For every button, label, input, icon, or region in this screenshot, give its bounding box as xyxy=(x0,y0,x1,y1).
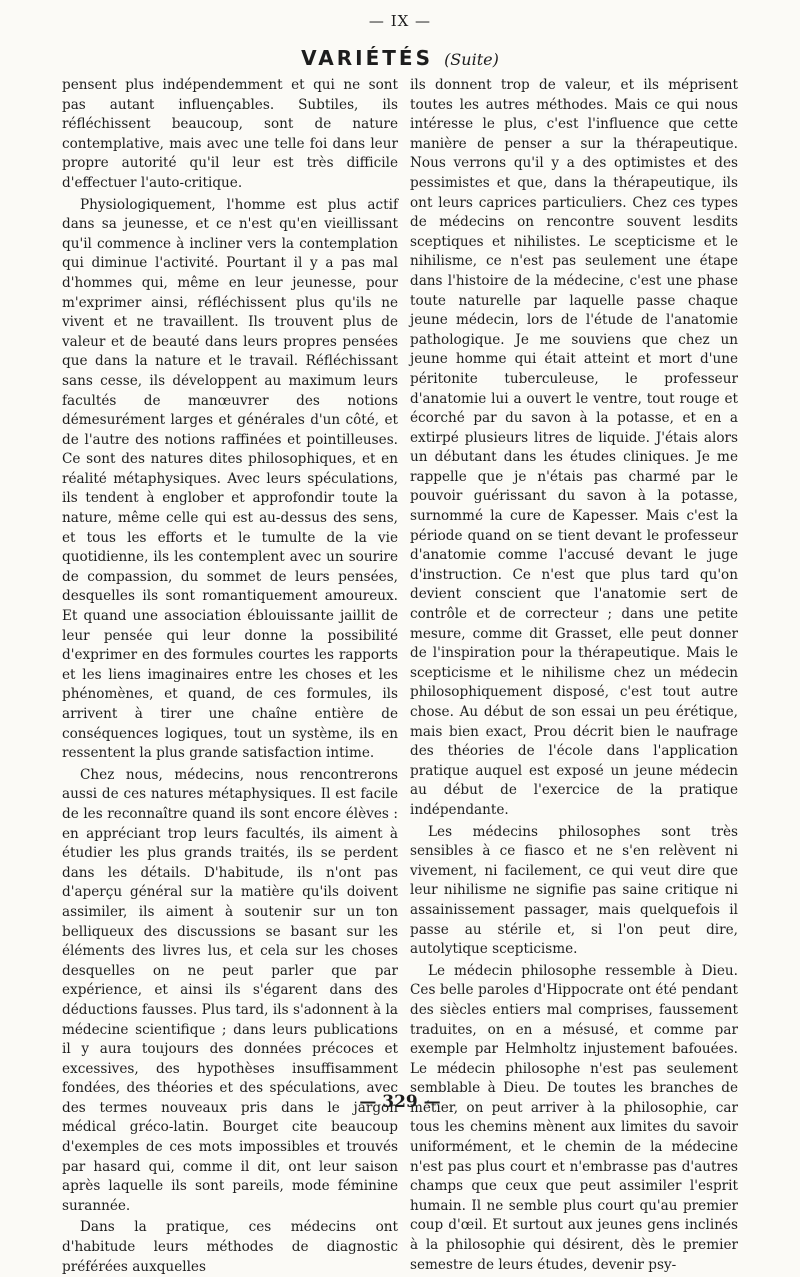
page-header-number: — IX — xyxy=(368,12,432,30)
paragraph: pensent plus indépendemment et qui ne sont pas autant influençables. Subtiles, ils réfléchissent beaucoup, sont de nature contemplative, mais avec une telle foi dans leur propre autorité qu'il leur est très difficile d'effectuer l'auto-critique. xyxy=(62,77,398,191)
paragraph: ils donnent trop de valeur, et ils méprisent toutes les autres méthodes. Mais ce qui nous intéresse le plus, c'est l'influence que cette manière de penser a sur la thérapeutique. Nous verrons qu'il y a des optimistes et des pessimistes et que, dans la thérapeutique, ils ont leurs caprices particuliers. Chez ces types de médecins on rencontre souvent lesdits sceptiques et nihilistes. Le scepticisme et le nihilisme, ce n'est pas seulement une étape dans l'histoire de la médecine, c'est une phase toute naturelle par laquelle passe chaque jeune médecin, lors de l'étude de l'anatomie pathologique. Je me souviens que chez un jeune homme qui était atteint et mort d'une péritonite tuberculeuse, le professeur d'anatomie lui a ouvert le ventre, tout rouge et écorché par du savon à la potasse, et en a extirpé plusieurs litres de liquide. J'étais alors un débutant dans les études cliniques. Je me rappelle que je n'étais pas charmé par le pouvoir guérissant du savon à la potasse, surnommé la cure de Kapesser. Mais c'est la période quand on se tient devant le professeur d'anatomie comme l'accusé devant le juge d'instruction. Ce n'est que plus tard qu'on devient conscient que l'anatomie sert de contrôle et de correcteur ; dans une petite mesure, comme dit Grasset, elle peut donner de l'inspiration pour la thérapeutique. Mais le scepticisme et le nihilisme chez un médecin philosophiquement disposé, c'est tout autre chose. Au début de son essai un peu érétique, mais bien exact, Prou décrit bien le naufrage des théories de l'école dans l'application pratique auquel est exposé un jeune médecin au début de l'exercice de la pratique indépendante. xyxy=(410,77,738,818)
paragraph: Le médecin philosophe ressemble à Dieu. Ces belle paroles d'Hippocrate ont été pendant des siècles entiers mal comprises, faussement traduites, on en a mésusé, et comme par exemple par Helmholtz injustement bafouées. Le médecin philosophe n'est pas seulement semblable à Dieu. De toutes les branches de métier, on peut arriver à la philosophie, car tous les chemins mènent aux limites du savoir uniformément, et le chemin de la médecine n'est pas plus court et n'embrasse pas d'autres champs que ceux que peut assimiler l'esprit humain. Il ne semble plus court qu'au premier coup d'œil. Et surtout aux jeunes gens inclinés à la philosophie qui désirent, dès le premier semestre de leurs études, devenir psy- xyxy=(410,962,738,1273)
section-title: VARIÉTÉS xyxy=(301,46,433,70)
paragraph: Physiologiquement, l'homme est plus actif dans sa jeunesse, et ce n'est qu'en vieillissant qu'il commence à incliner vers la contemplation qui diminue l'activité. Pourtant il y a pas mal d'hommes qui, même en leur jeunesse, pour m'exprimer ainsi, réfléchissent plus qu'ils ne vivent et ne travaillent. Ils trouvent plus de valeur et de beauté dans leurs propres pensées que dans la nature et le travail. Réfléchissant sans cesse, ils développent au maximum leurs facultés de manœuvrer des notions démesurément larges et générales d'un côté, et de l'autre des notions raffinées et pointilleuses. Ce sont des natures dites philosophiques, et en réalité métaphysiques. Avec leurs spéculations, ils tendent à englober et approfondir toute la nature, même celle qui est au-dessus des sens, et tous les efforts et le tumulte de la vie quotidienne, ils les contemplent avec un sourire de compassion, du sommet de leurs pensées, desquelles ils sont romantiquement amoureux. Et quand une association éblouissante jaillit de leur pensée qui leur donne la possibilité d'exprimer en des formules courtes les rapports et les liens imaginaires entre les choses et les phénomènes, et quand, de ces formules, ils arrivent à tirer une chaîne entière de conséquences logiques, tout un système, ils en ressentent la plus grande satisfaction intime. xyxy=(62,196,398,762)
paragraph: Les médecins philosophes sont très sensibles à ce fiasco et ne s'en relèvent ni vivement, ni facilement, ce qui veut dire que leur nihilisme ne signifie pas saine critique ni assainissement passager, mais quelquefois il passe au stérile et, si l'on peut dire, autolytique scepticisme. xyxy=(410,823,738,958)
paragraph: Chez nous, médecins, nous rencontrerons aussi de ces natures métaphysiques. Il est facile de les reconnaître quand ils sont encore élèves : en appréciant trop leurs facultés, ils aiment à étudier les plus grands traités, ils se perdent dans les détails. D'habitude, ils n'ont pas d'aperçu général sur la matière qu'ils doivent assimiler, ils aiment à soutenir sur un ton belliqueux des discussions se basant sur les éléments des livres lus, et cela sur les choses desquelles on ne peut parler que par expérience, et ainsi ils s'égarent dans des déductions fausses. Plus tard, ils s'adonnent à la médecine scientifique ; dans leurs publications il y aura toujours des données précoces et excessives, des hypothèses insuffisamment fondées, des théories et des spéculations, avec des termes nouveaux pris dans le jargon médical gréco-latin. Bourget cite beaucoup d'exemples de ces mots impossibles et trouvés par hasard qui, comme il dit, ont leur saison après laquelle ils sont pareils, mode féminine surannée. xyxy=(62,766,398,1214)
section-title-suffix: (Suite) xyxy=(444,50,499,69)
paragraph: Dans la pratique, ces médecins ont d'habitude leurs méthodes de diagnostic préférées auxquelles xyxy=(62,1219,398,1275)
page-footer-number: — 329 — xyxy=(359,1092,441,1112)
section-header xyxy=(0,46,800,70)
